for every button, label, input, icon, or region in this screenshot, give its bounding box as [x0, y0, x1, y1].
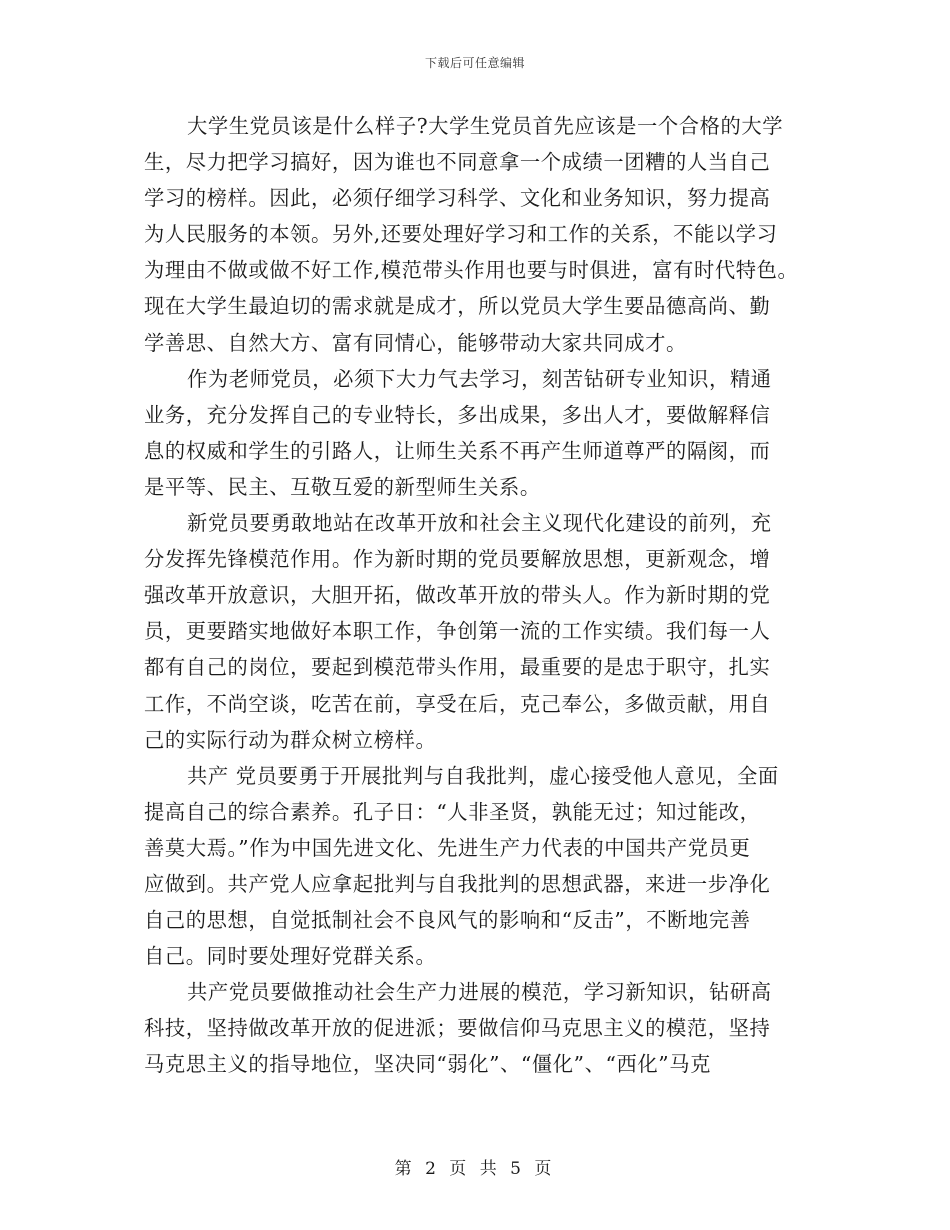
text-line: 自己的思想，自觉抵制社会不良风气的影响和“反击”，不断地完善 — [144, 908, 751, 933]
page-number-footer: 第 2 页 共 5 页 — [394, 1159, 556, 1179]
document-body — [144, 108, 812, 1083]
paragraph-2 — [144, 361, 812, 505]
text-line: 大学生党员该是什么样子?大学生党员首先应该是一个合格的大学 — [187, 114, 784, 138]
text-line: 为人民服务的本领。另外,还要处理好学习和工作的关系，不能以学习 — [144, 222, 778, 247]
text-line: 息的权威和学生的引路人，让师生关系不再产生师道尊严的隔阂，而 — [144, 438, 771, 463]
text-line: 自己。同时要处理好党群关系。 — [144, 944, 437, 969]
text-line: 分发挥先锋模范作用。作为新时期的党员要解放思想，更新观念，增 — [144, 547, 771, 572]
text-line: 工作，不尚空谈，吃苦在前，享受在后，克己奉公，多做贡献，用自 — [144, 691, 771, 716]
paragraph-4 — [144, 758, 812, 975]
text-line: 学善思、自然大方、富有同情心，能够带动大家共同成才。 — [144, 330, 687, 355]
text-line: 己的实际行动为群众树立榜样。 — [144, 727, 437, 752]
text-line: 马克思主义的指导地位，坚决同“弱化”、“僵化”、“西化”马克 — [144, 1052, 711, 1077]
text-line: 都有自己的岗位，要起到模范带头作用，最重要的是忠于职守，扎实 — [144, 655, 771, 680]
text-line: 应做到。共产党人应拿起批判与自我批判的思想武器，来进一步净化 — [144, 871, 771, 896]
text-line: 善莫大焉。”作为中国先进文化、先进生产力代表的中国共产党员更 — [144, 835, 751, 860]
text-line: 现在大学生最迫切的需求就是成才，所以党员大学生要品德高尚、勤 — [144, 294, 771, 319]
text-line: 作为老师党员，必须下大力气去学习，刻苦钻研专业知识，精通 — [187, 366, 772, 391]
text-line: 生，尽力把学习搞好，因为谁也不同意拿一个成绩一团糟的人当自己 — [144, 150, 771, 175]
paragraph-1 — [144, 108, 812, 361]
paragraph-5 — [144, 974, 812, 1082]
paragraph-3 — [144, 505, 812, 758]
text-line: 员，更要踏实地做好本职工作，争创第一流的工作实绩。我们每一人 — [144, 619, 771, 644]
text-line: 共产党员要做推动社会生产力进展的模范，学习新知识，钻研高 — [187, 980, 772, 1005]
text-line: 为理由不做或做不好工作,模范带头作用也要与时俱进，富有时代特色。 — [144, 258, 799, 283]
text-line: 科技，坚持做改革开放的促进派；要做信仰马克思主义的模范，坚持 — [144, 1016, 771, 1041]
page-header: 下载后可任意编辑 — [424, 56, 525, 70]
text-line: 是平等、民主、互敬互爱的新型师生关系。 — [144, 474, 541, 499]
text-line: 提高自己的综合素养。孔子日：“人非圣贤，孰能无过；知过能改， — [144, 799, 761, 824]
text-line: 学习的榜样。因此，必须仔细学习科学、文化和业务知识，努力提高 — [144, 186, 771, 211]
text-line: 业务，充分发挥自己的专业特长，多出成果，多出人才，要做解释信 — [144, 402, 771, 427]
text-line: 强改革开放意识，大胆开拓，做改革开放的带头人。作为新时期的党 — [144, 583, 771, 608]
text-line: 共产 党员要勇于开展批判与自我批判，虚心接受他人意见，全面 — [187, 763, 779, 788]
text-line: 新党员要勇敢地站在改革开放和社会主义现代化建设的前列，充 — [187, 511, 772, 536]
